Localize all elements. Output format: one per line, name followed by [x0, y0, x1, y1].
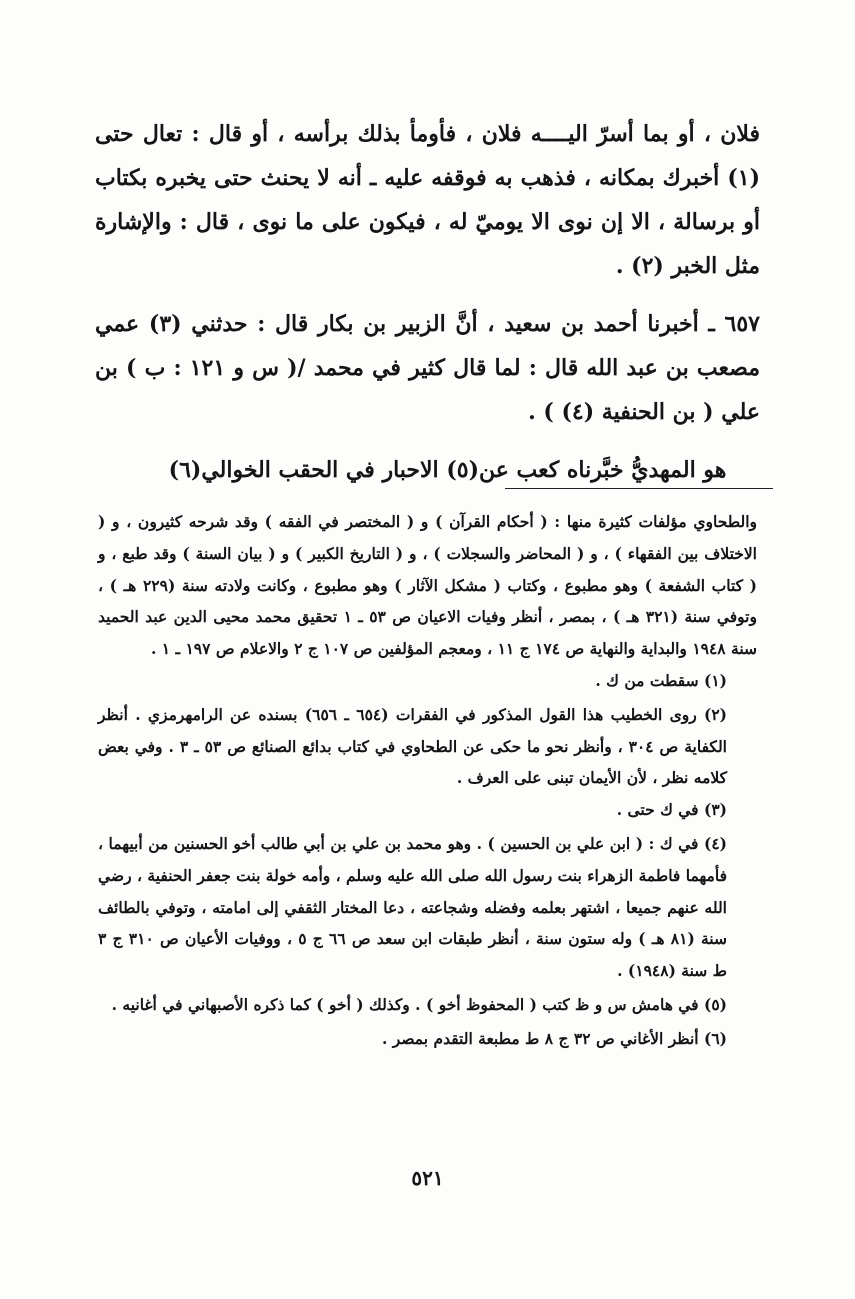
footnote-4: (٤) في ك : ( ابن علي بن الحسين ) . وهو محمد بن علي بن أبي طالب أخو الحسنين من أبيهما ، فأمهما فاطمة الزهراء بنت رسول الله صلى الله عليه وسلم ، وأمه خولة بنت جعفر الحنفية ، رضي الله عنهم جميعا ، اشتهر بعلمه وفضله وشجاعته ، دعا المختار الثقفي إلى امامته ، وتوفي بالطائف سنة (٨١ هـ ) وله ستون سنة ، أنظر طبقات ابن سعد ص ٦٦ ج ٥ ، ووفيات الأعيان ص ٣١٠ ج ٣ ط سنة (١٩٤٨) .: [98, 833, 727, 981]
footnote-6: (٦) أنظر الأغاني ص ٣٢ ج ٨ ط مطبعة التقدم بمصر .: [382, 1028, 727, 1048]
footnote-5: (٥) في هامش س و ظ كتب ( المحفوظ أخو ) . وكذلك ( أخو ) كما ذكره الأصبهاني في أغانيه .: [111, 994, 727, 1014]
footnote-1: (١) سقطت من ك .: [595, 670, 727, 690]
footnote-continuation: والطحاوي مؤلفات كثيرة منها : ( أحكام القرآن ) و ( المختصر في الفقه ) وقد شرحه كثيرون ، و ( الاختلاف بين الفقهاء ) ، و ( المحاضر والسجلات ) ، و ( التاريخ الكبير ) و ( بيان السنة ) وقد طبع ، و ( كتاب الشفعة ) وهو مطبوع ، وكتاب ( مشكل الآثار ) وهو مطبوع ، وكانت ولادته سنة (٢٢٩ هـ ) ، وتوفي سنة (٣٢١ هـ ) ، بمصر ، أنظر وفيات الاعيان ص ٥٣ ـ ١ تحقيق محمد محيى الدين عبد الحميد سنة ١٩٤٨ والبداية والنهاية ص ١٧٤ ج ١١ ، ومعجم المؤلفين ص ١٠٧ ج ٢ والاعلام ص ١٩٧ ـ ١ .: [98, 512, 757, 659]
footnote-3: (٣) في ك حتى .: [616, 800, 727, 820]
main-paragraph-1: فلان ، أو بما أسرّ اليــــه فلان ، فأومأ بذلك برأسه ، أو قال : تعال حتى (١) أخبرك بمكانه ، فذهب به فوقفه عليه ـ أنه لا يحنث حتى يخبره بكتاب أو برسالة ، الا إن نوى الا يوميّ له ، فيكون على ما نوى ، قال : والإشارة مثل الخبر (٢) .: [95, 121, 760, 279]
main-paragraph-2: ٦٥٧ ـ أخبرنا أحمد بن سعيد ، أنَّ الزبير بن بكار قال : حدثني (٣) عمي مصعب بن عبد الله قال : لما قال كثير في محمد /( س و ١٢١ : ب ) بن علي ( بن الحنفية (٤) ) .: [95, 311, 760, 425]
footnotes-block: [98, 506, 757, 1055]
footnote-2: (٢) روى الخطيب هذا القول المذكور في الفقرات (٦٥٤ ـ ٦٥٦) بسنده عن الرامهرمزي . أنظر الكفاية ص ٣٠٤ ، وأنظر نحو ما حكى عن الطحاوي في كتاب بدائع الصنائع ص ٥٣ ـ ٣ . وفي بعض كلامه نظر ، لأن الأيمان تبنى على العرف .: [98, 704, 727, 788]
poem-verse: هو المهديُّ خبَّرناه كعب عن(٥) الاحبار في الحقب الخوالي(٦): [168, 457, 727, 483]
footnote-divider: [505, 488, 773, 489]
page-number: ٥٢١: [411, 1166, 444, 1190]
main-text-block: [95, 112, 760, 492]
